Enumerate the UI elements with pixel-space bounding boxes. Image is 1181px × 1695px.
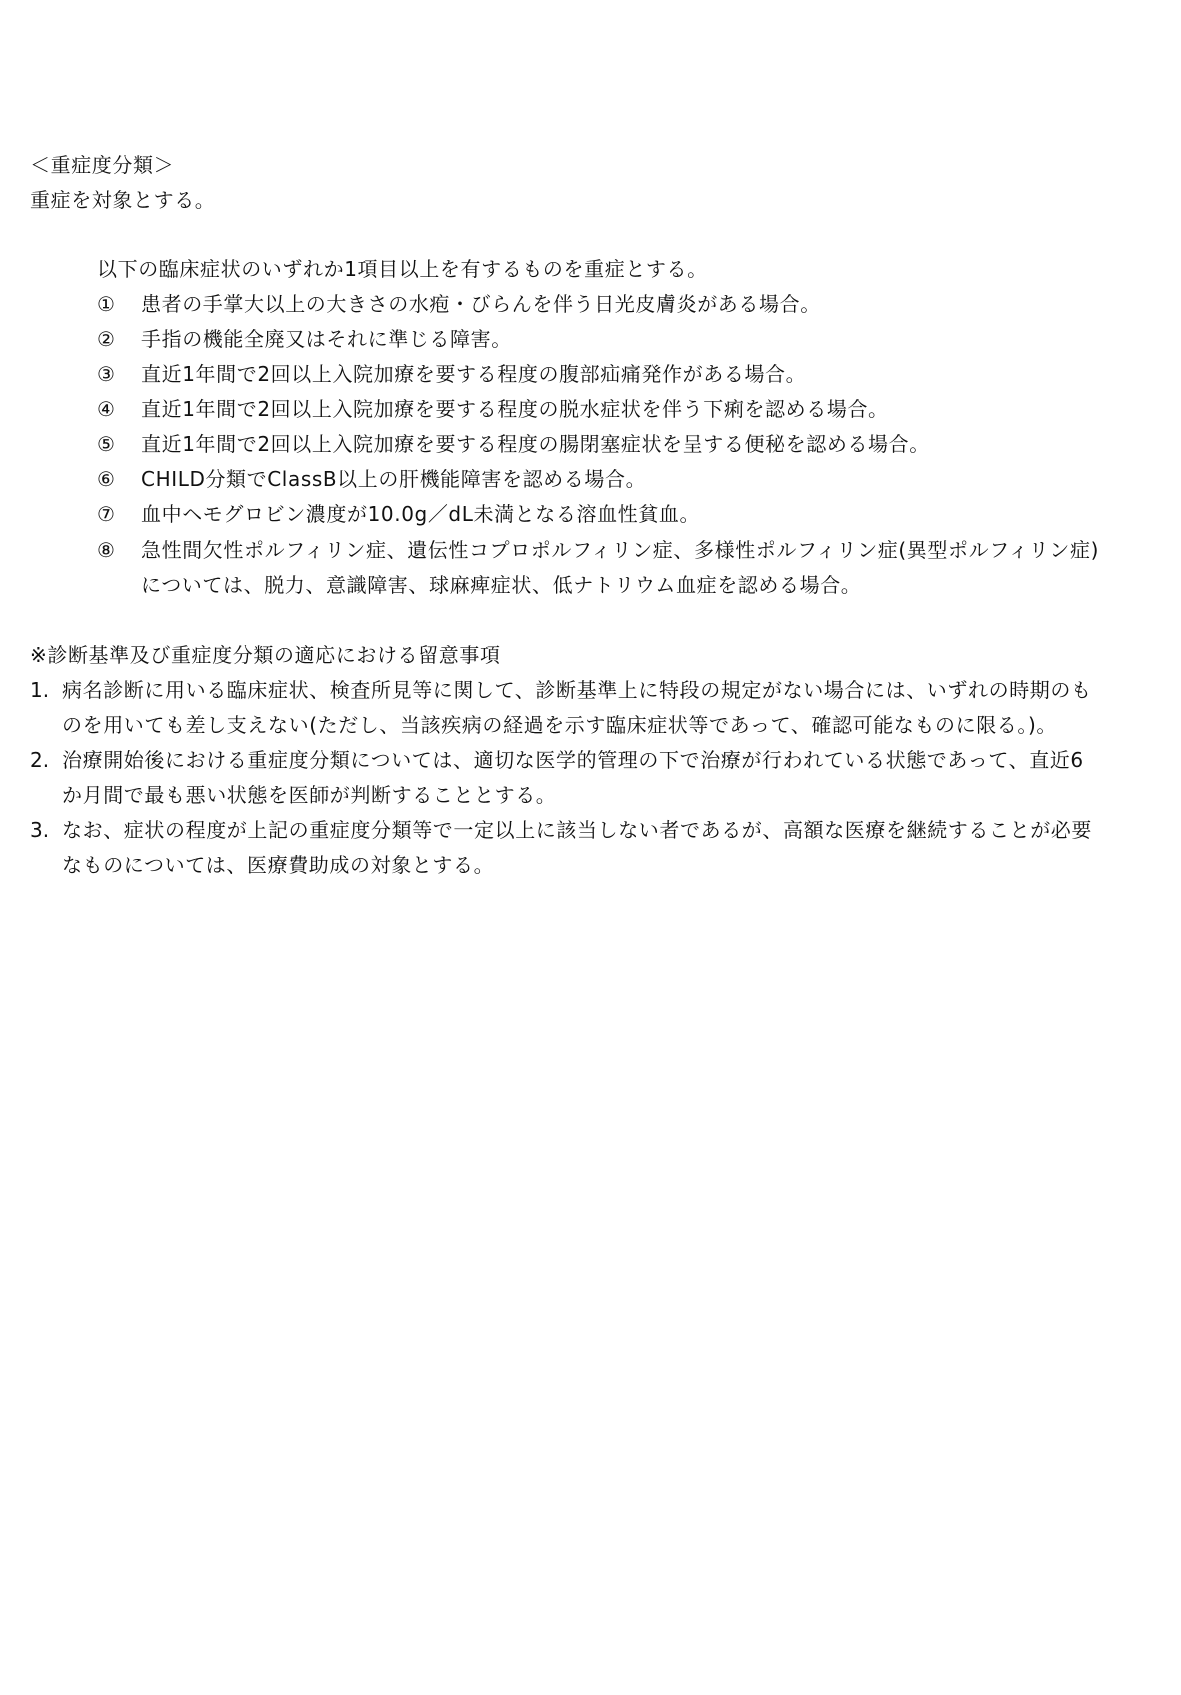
criteria-intro: 以下の臨床症状のいずれか1項目以上を有するものを重症とする。 — [97, 257, 708, 281]
note-text-continued: か月間で最も悪い状態を医師が判断することとする。 — [62, 783, 557, 807]
criteria-item-marker: ④ — [97, 397, 115, 421]
note-text: 病名診断に用いる臨床症状、検査所見等に関して、診断基準上に特段の規定がない場合には、いずれの時期のも — [62, 678, 1092, 702]
criteria-item-text: 急性間欠性ポルフィリン症、遺伝性コプロポルフィリン症、多様性ポルフィリン症(異型ポルフィリン症) — [141, 538, 1100, 562]
note-text: 治療開始後における重症度分類については、適切な医学的管理の下で治療が行われている状態であって、直近6 — [62, 748, 1084, 772]
note-number: 2. — [30, 748, 50, 772]
criteria-item-text: 手指の機能全廃又はそれに準じる障害。 — [141, 327, 512, 351]
notes-title: ※診断基準及び重症度分類の適応における留意事項 — [30, 643, 501, 667]
note-text: なお、症状の程度が上記の重症度分類等で一定以上に該当しない者であるが、高額な医療を継続することが必要 — [62, 818, 1092, 842]
section-heading: ＜重症度分類＞ — [30, 153, 175, 177]
criteria-item-marker: ⑦ — [97, 502, 115, 526]
criteria-item-text: 患者の手掌大以上の大きさの水疱・びらんを伴う日光皮膚炎がある場合。 — [141, 292, 821, 316]
criteria-item-marker: ③ — [97, 362, 115, 386]
criteria-item-text: 直近1年間で2回以上入院加療を要する程度の脱水症状を伴う下痢を認める場合。 — [141, 397, 889, 421]
criteria-item-text-continued: については、脱力、意識障害、球麻痺症状、低ナトリウム血症を認める場合。 — [141, 573, 862, 597]
criteria-item-text: 直近1年間で2回以上入院加療を要する程度の腸閉塞症状を呈する便秘を認める場合。 — [141, 432, 930, 456]
criteria-item-marker: ⑤ — [97, 432, 115, 456]
criteria-item-marker: ⑥ — [97, 467, 115, 491]
note-text-continued: のを用いても差し支えない(ただし、当該疾病の経過を示す臨床症状等であって、確認可能なものに限る。)。 — [62, 713, 1058, 737]
criteria-item-text: 直近1年間で2回以上入院加療を要する程度の腹部疝痛発作がある場合。 — [141, 362, 807, 386]
criteria-item-text: 血中ヘモグロビン濃度が10.0g／dL未満となる溶血性貧血。 — [141, 502, 701, 526]
criteria-item-marker: ② — [97, 327, 115, 351]
criteria-item-text: CHILD分類でClassB以上の肝機能障害を認める場合。 — [141, 467, 647, 491]
target-statement: 重症を対象とする。 — [30, 188, 216, 212]
note-number: 3. — [30, 818, 50, 842]
note-number: 1. — [30, 678, 50, 702]
note-text-continued: なものについては、医療費助成の対象とする。 — [62, 853, 495, 877]
criteria-item-marker: ⑧ — [97, 538, 115, 562]
criteria-item-marker: ① — [97, 292, 115, 316]
